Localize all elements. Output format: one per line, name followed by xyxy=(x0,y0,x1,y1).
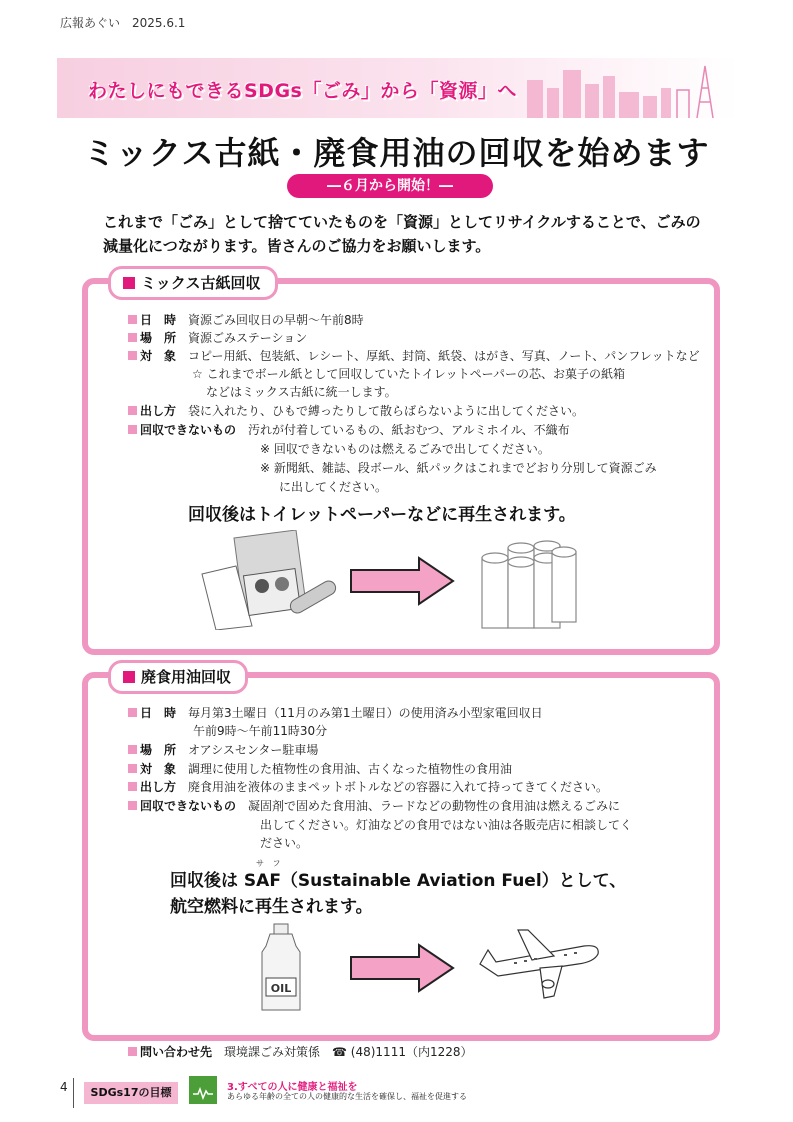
oil-ng-row: 回収できないもの 凝固剤で固めた食用油、ラードなどの動物性の食用油は燃えるごみに xyxy=(128,797,620,815)
pink-square-icon xyxy=(128,425,137,434)
arrow-right-icon xyxy=(349,943,455,993)
oil-target-row: 対 象 調理に使用した植物性の食用油、古くなった植物性の食用油 xyxy=(128,760,512,778)
mixed-paper-illustration xyxy=(196,530,346,630)
divider xyxy=(73,1078,74,1108)
oil-place-row: 場 所 オアシスセンター駐車場 xyxy=(128,741,318,759)
paper-result: 回収後はトイレットペーパーなどに再生されます。 xyxy=(188,505,576,525)
paper-target-note: などはミックス古紙に統一します。 xyxy=(206,385,397,399)
paper-ng-note: ※ 新聞紙、雑誌、段ボール、紙パックはこれまでどおり分別して資源ごみ xyxy=(260,461,657,475)
oil-bottle-label: OIL xyxy=(270,982,292,995)
contact-row: 問い合わせ先 環境課ごみ対策係 ☎ (48)1111（内1228） xyxy=(128,1043,473,1061)
start-date-badge: ―６月から開始！― xyxy=(287,174,493,198)
paper-target-note: ☆ これまでボール紙として回収していたトイレットペーパーの芯、お菓子の紙箱 xyxy=(192,367,626,381)
pink-square-icon xyxy=(128,745,137,754)
paper-ng-note: に出してください。 xyxy=(279,480,388,494)
saf-ruby: サ フ xyxy=(256,859,284,868)
oil-date-row: 日 時 毎月第3土曜日（11月のみ第1土曜日）の使用済み小型家電回収日 xyxy=(128,704,543,722)
banner-title: わたしにもできるSDGs「ごみ」から「資源」へ xyxy=(88,80,517,102)
pink-square-icon xyxy=(128,333,137,342)
oil-ng-note: 出してください。灯油などの食用ではない油は各販売店に相談してく xyxy=(260,818,633,832)
pink-square-icon xyxy=(128,351,137,360)
sdg-badge: SDGs17の目標 xyxy=(84,1082,178,1104)
paper-how-row: 出し方 袋に入れたり、ひもで縛ったりして散らばらないように出してください。 xyxy=(128,402,584,420)
goal-title: 3.すべての人に健康と福祉を xyxy=(227,1082,358,1093)
toilet-paper-illustration xyxy=(478,538,578,630)
oil-date-row-2: 午前9時～午前11時30分 xyxy=(193,724,328,738)
oil-section-tab: 廃食用油回収 xyxy=(108,660,248,694)
pink-square-icon xyxy=(128,406,137,415)
airplane-illustration xyxy=(474,924,604,1004)
intro-text: これまで「ごみ」として捨てていたものを「資源」としてリサイクルすることで、ごみの 減量化につながります。皆さんのご協力をお願いします。 xyxy=(103,213,701,255)
paper-place-row: 場 所 資源ごみステーション xyxy=(128,329,307,347)
oil-result-line-1: 回収後は SAF（Sustainable Aviation Fuel）として、 xyxy=(170,871,627,891)
paper-target-row: 対 象 コピー用紙、包装紙、レシート、厚紙、封筒、紙袋、はがき、写真、ノート、パンフレットなど xyxy=(128,347,700,365)
pink-square-icon xyxy=(128,801,137,810)
page-title: ミックス古紙・廃食用油の回収を始めます xyxy=(83,134,710,172)
square-bullet-icon xyxy=(123,277,135,289)
pink-square-icon xyxy=(128,315,137,324)
arrow-right-icon xyxy=(349,556,455,606)
pink-square-icon xyxy=(128,764,137,773)
paper-ng-note: ※ 回収できないものは燃えるごみで出してください。 xyxy=(260,442,550,456)
oil-how-row: 出し方 廃食用油を液体のままペットボトルなどの容器に入れて持ってきてください。 xyxy=(128,778,608,796)
oil-result-line-2: 航空燃料に再生されます。 xyxy=(170,897,373,917)
paper-ng-row: 回収できないもの 汚れが付着しているもの、紙おむつ、アルミホイル、不織布 xyxy=(128,421,570,439)
pink-square-icon xyxy=(128,1047,137,1056)
oil-ng-note: ださい。 xyxy=(260,836,309,850)
paper-date-row: 日 時 資源ごみ回収日の早朝～午前8時 xyxy=(128,311,364,329)
page-header: 広報あぐい 2025.6.1 xyxy=(60,16,186,30)
sdg-goal-3-icon xyxy=(189,1076,217,1104)
oil-bottle-illustration xyxy=(256,922,306,1014)
page-number: 4 xyxy=(60,1080,68,1094)
paper-section-tab: ミックス古紙回収 xyxy=(108,266,278,300)
pink-square-icon xyxy=(128,782,137,791)
square-bullet-icon xyxy=(123,671,135,683)
goal-subtitle: あらゆる年齢の全ての人の健康的な生活を確保し、福祉を促進する xyxy=(227,1092,467,1101)
pink-square-icon xyxy=(128,708,137,717)
